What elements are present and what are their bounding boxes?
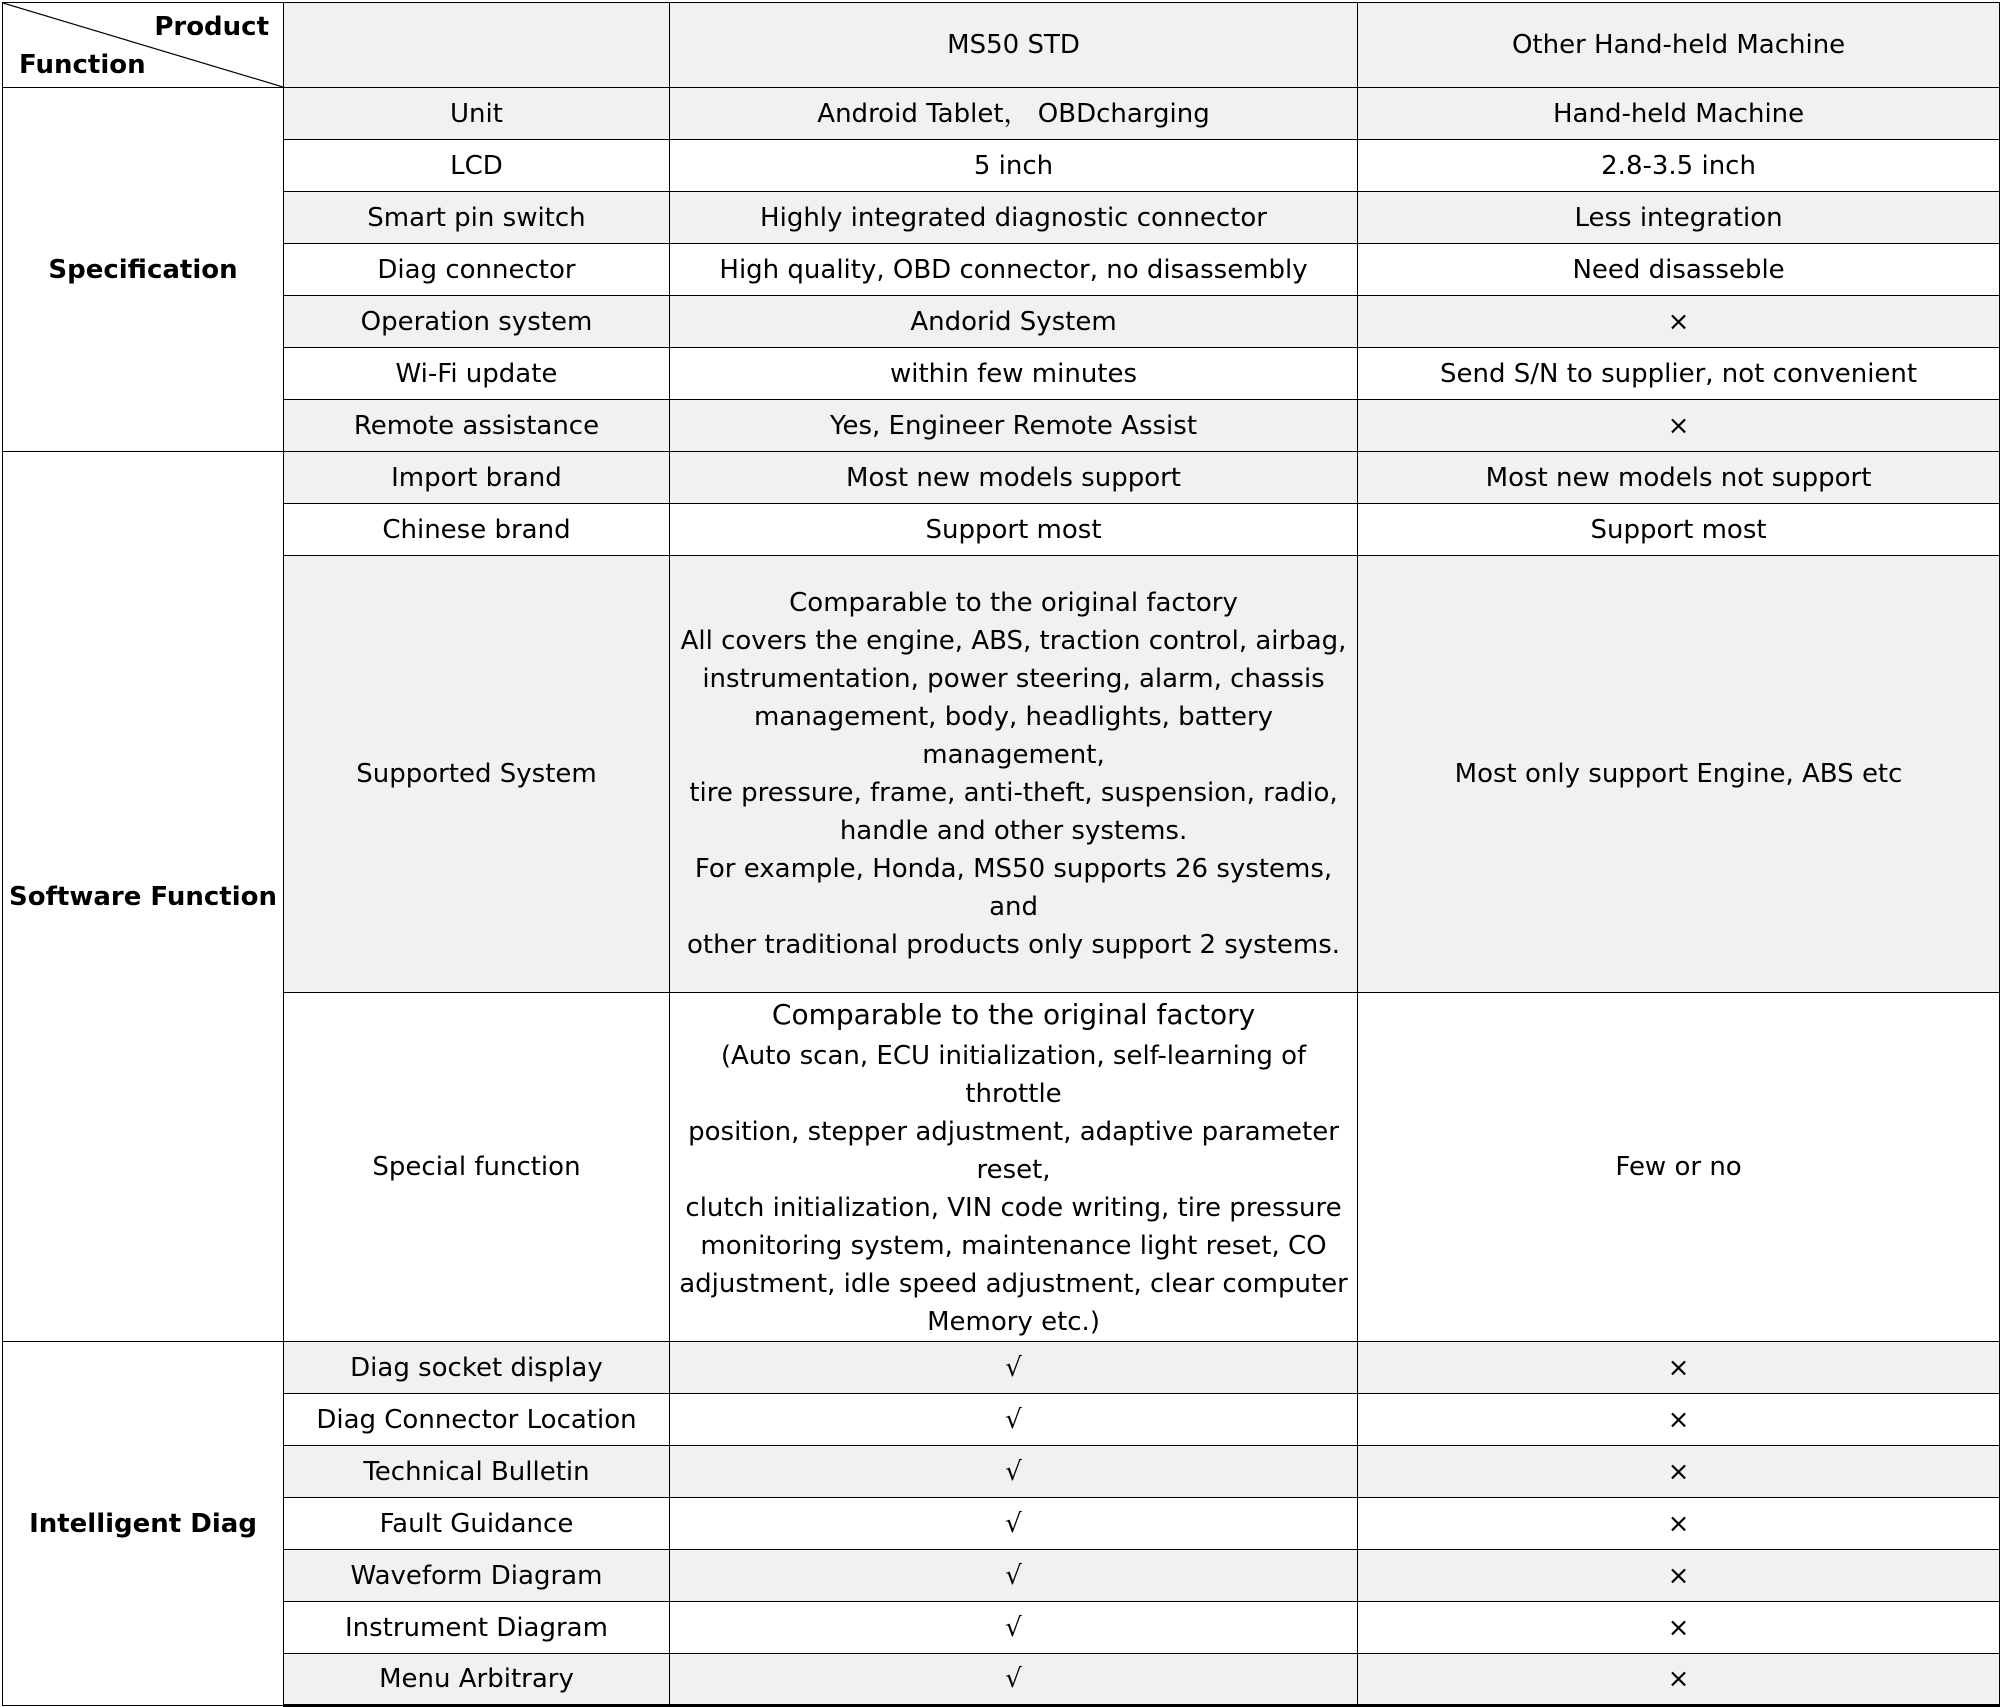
other-cell: × [1358,1394,2000,1446]
ms50-cell: √ [669,1602,1357,1654]
ms50-cell: √ [669,1342,1357,1394]
feature-cell: Diag connector [284,244,670,296]
corner-header-cell [3,3,284,88]
table-row [3,296,2000,348]
other-cell: Few or no [1358,993,2000,1342]
feature-cell: Waveform Diagram [284,1550,670,1602]
table-row [3,1654,2000,1706]
ms50-cell-heading: Comparable to the original factory [771,998,1256,1031]
other-cell: Hand-held Machine [1358,88,2000,140]
other-cell: × [1358,1498,2000,1550]
ms50-cell: √ [669,1446,1357,1498]
other-cell: Most only support Engine, ABS etc [1358,556,2000,993]
other-cell: × [1358,1446,2000,1498]
table-row [3,1342,2000,1394]
ms50-column-header: MS50 STD [669,3,1357,88]
ms50-cell: √ [669,1394,1357,1446]
other-cell: × [1358,400,2000,452]
feature-cell: Import brand [284,452,670,504]
feature-cell: Supported System [284,556,670,993]
feature-cell: Smart pin switch [284,192,670,244]
ms50-cell: Yes, Engineer Remote Assist [669,400,1357,452]
comparison-table [2,2,2000,1707]
other-cell: Send S/N to supplier, not convenient [1358,348,2000,400]
feature-cell: Operation system [284,296,670,348]
table-row [3,140,2000,192]
ms50-cell: √ [669,1654,1357,1706]
ms50-cell: Android Tablet， OBDcharging [669,88,1357,140]
ms50-cell: Comparable to the original factory All covers the engine, ABS, traction control, airbag, instrumentation, power steering, alarm, chassis management, body, headlights, battery management, tire pressure, frame, anti-theft, suspension, radio, handle and other systems. For example, Honda, MS50 supports 26 systems, and other traditional products only support 2 systems. [669,556,1357,993]
feature-cell: Instrument Diagram [284,1602,670,1654]
feature-cell: Special function [284,993,670,1342]
table-row [3,556,2000,993]
category-specification: Specification [3,88,284,452]
category-software-function: Software Function [3,452,284,1342]
category-intelligent-diag: Intelligent Diag [3,1342,284,1706]
feature-cell: Remote assistance [284,400,670,452]
feature-cell: Wi-Fi update [284,348,670,400]
ms50-cell: 5 inch [669,140,1357,192]
ms50-cell: Most new models support [669,452,1357,504]
other-cell: Most new models not support [1358,452,2000,504]
feature-cell: Chinese brand [284,504,670,556]
ms50-cell [669,993,1357,1342]
feature-column-header [284,3,670,88]
table-row [3,1446,2000,1498]
corner-function-label: Function [19,50,146,80]
other-cell: × [1358,1342,2000,1394]
other-cell: × [1358,1602,2000,1654]
other-column-header: Other Hand-held Machine [1358,3,2000,88]
table-row [3,1498,2000,1550]
table-row [3,1550,2000,1602]
table-row [3,1602,2000,1654]
feature-cell: Unit [284,88,670,140]
ms50-cell: within few minutes [669,348,1357,400]
table-row [3,88,2000,140]
table-row [3,504,2000,556]
ms50-cell: Highly integrated diagnostic connector [669,192,1357,244]
feature-cell: Fault Guidance [284,1498,670,1550]
comparison-table-wrapper [2,2,2000,1707]
other-cell: Need disasseble [1358,244,2000,296]
other-cell: × [1358,296,2000,348]
feature-cell: Diag Connector Location [284,1394,670,1446]
feature-cell: Diag socket display [284,1342,670,1394]
ms50-cell: High quality, OBD connector, no disassembly [669,244,1357,296]
ms50-cell: Andorid System [669,296,1357,348]
table-row [3,452,2000,504]
other-cell: Support most [1358,504,2000,556]
table-row [3,1394,2000,1446]
table-row [3,993,2000,1342]
other-cell: × [1358,1550,2000,1602]
ms50-cell: √ [669,1550,1357,1602]
feature-cell: LCD [284,140,670,192]
feature-cell: Menu Arbitrary [284,1654,670,1706]
table-row [3,244,2000,296]
table-row [3,192,2000,244]
ms50-cell: √ [669,1498,1357,1550]
corner-product-label: Product [154,12,270,42]
table-row [3,400,2000,452]
other-cell: Less integration [1358,192,2000,244]
table-row [3,348,2000,400]
ms50-cell: Support most [669,504,1357,556]
ms50-cell-detail: (Auto scan, ECU initialization, self-learning of throttle position, stepper adjustment, adaptive parameter reset, clutch initialization, VIN code writing, tire pressure monitoring system, maintenance light reset, CO adjustment, idle speed adjustment, clear computer Memory etc.) [679,1041,1348,1337]
other-cell: 2.8-3.5 inch [1358,140,2000,192]
other-cell: × [1358,1654,2000,1706]
feature-cell: Technical Bulletin [284,1446,670,1498]
